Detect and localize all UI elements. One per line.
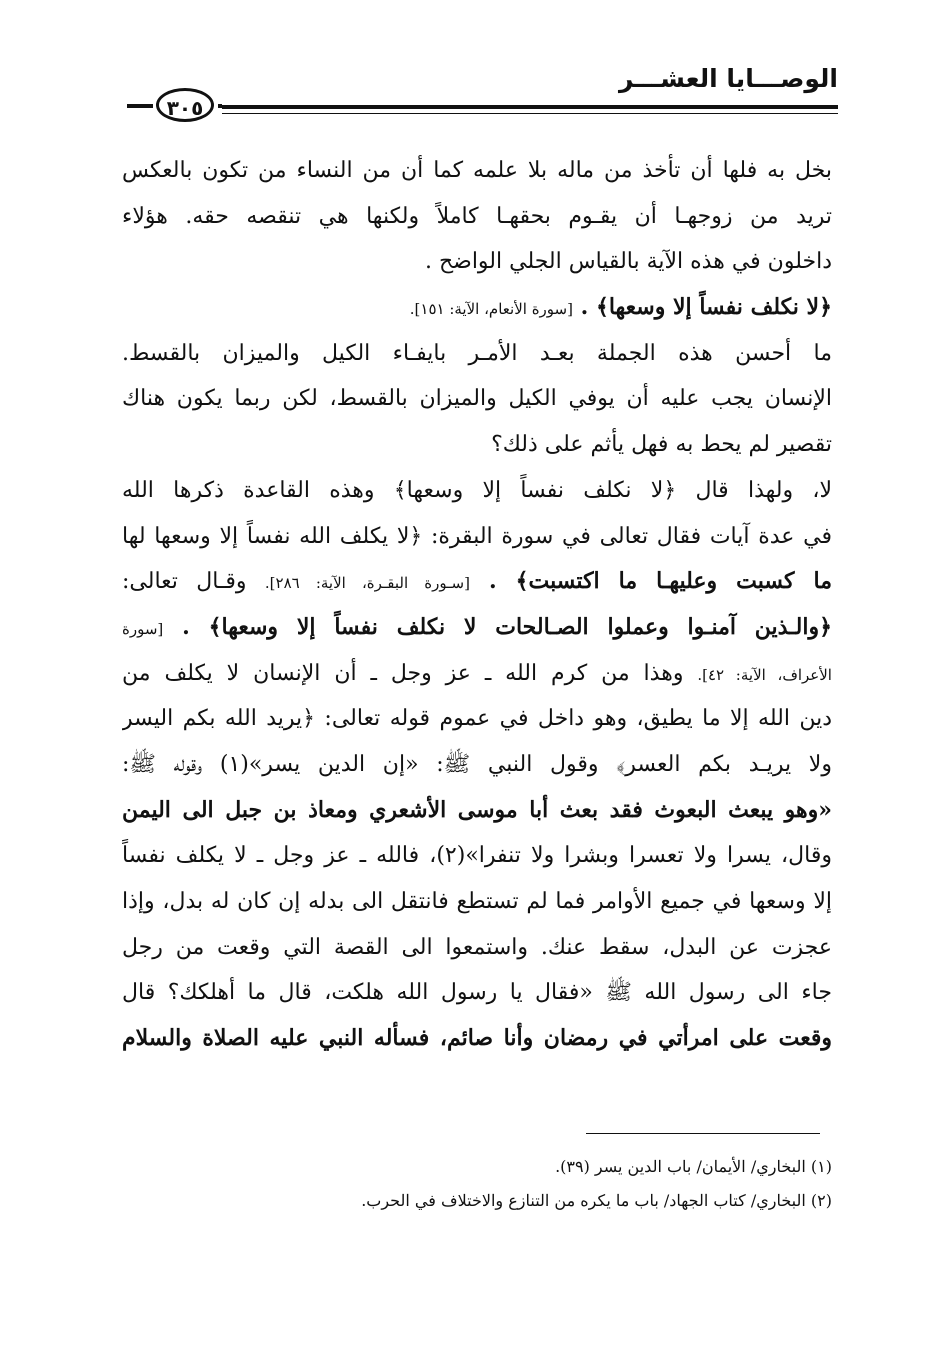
body-line: دين الله إلا ما يطيق، وهو داخل في عموم قوله تعالى: ﴿يريد الله بكم اليسر [122,706,832,732]
quran-verse-line: ﴿لا نكلف نفساً إلا وسعها﴾ . [سورة الأنعام، الآية: ١٥١]. [409,294,832,321]
header-rule [222,105,838,109]
body-line: إلا وسعها في جميع الأوامر فما لم تستطع فانتقل الى بدله إن كان له بدل، وإذا [122,889,832,914]
body-line: الإنسان يجب عليه أن يوفي الكيل والميزان بالقسط، لكن ربما يكون هناك [122,386,832,412]
footnotes [200,1150,832,1218]
header-rule-thin [222,113,838,114]
footnote-2: (٢) البخاري/ كتاب الجهاد/ باب ما يكره من التنازع والاختلاف في الحرب. [361,1191,832,1210]
verse-reference: [سورة الأنعام، الآية: ١٥١]. [409,300,573,319]
footnote-separator [586,1133,820,1134]
verse-reference: الأعراف، الآية: ٤٢]. [697,665,832,684]
verse-reference: [سـورة البقـرة، الآية: ٢٨٦]. [264,574,470,593]
body-line: داخلون في هذه الآية بالقياس الجلي الواضح . [424,249,832,275]
body-line: تقصير لم يحط به فهل يأثم على ذلك؟ [491,432,832,458]
body-line: وقال، يسرا ولا تعسرا وبشرا ولا تنفرا»(٢)، فالله ـ عز وجل ـ لا يكلف نفساً [122,843,832,869]
body-line: الأعراف، الآية: ٤٢]. وهذا من كرم الله ـ عز وجل ـ أن الإنسان لا يكلف من [122,660,832,686]
verse-reference: [سورة [122,619,164,638]
body-line: تريد من زوجهـا أن يقـوم بحقهـا كاملاً ولكنها هي تنقصه حقه. هؤلاء [122,203,832,229]
body-line: لا، ولهذا قال ﴿لا نكلف نفساً إلا وسعها﴾ وهذه القاعدة ذكرها الله [122,477,832,503]
page-number-ornament-right [218,104,222,108]
page-number-ornament-left [127,104,153,108]
body-line: عجزت عن البدل، سقط عنك. واستمعوا الى القصة التي وقعت من رجل [122,934,832,960]
page-number: ٣٠٥ [156,88,214,122]
body-line: ما كسبت وعليهـا ما اكتسبت﴾ . [سـورة البقـرة، الآية: ٢٨٦]. وقـال تعالى: [122,568,832,595]
body-line: ولا يريـد بكم العسر﴾ وقول النبي ﷺ: «إن الدين يسر»(١) وقوله ﷺ: [122,751,832,777]
body-line: ما أحسن هذه الجملة بعـد الأمـر بايفـاء الكيل والميزان بالقسط. [122,340,832,366]
body-line: جاء الى رسول الله ﷺ «فقال يا رسول الله هلكت، قال ما أهلكك؟ قال [122,980,832,1006]
hadith-line: «وهو يبعث البعوث فقد بعث أبا موسى الأشعري ومعاذ بن جبل الى اليمن [122,796,832,823]
quran-verse-line: ﴿والـذين آمنـوا وعملوا الصـالحات لا نكلف نفساً إلا وسعها﴾ . [سورة [122,613,832,640]
footnote-1: (١) البخاري/ الأيمان/ باب الدين يسر (٣٩). [555,1157,832,1176]
body-line: بخل به فلها أن تأخذ من ماله بلا علمه كما أن من النساء من تكون بالعكس [122,158,832,183]
body-text [122,148,832,1062]
running-header-title: الوصـــايا العشـــر [619,64,838,93]
body-line: وقعت على امرأتي في رمضان وأنا صائم، فسأله النبي عليه الصلاة والسلام [122,1025,832,1052]
body-line: في عدة آيات فقال تعالى في سورة البقرة: ﴿لا يكلف الله نفساً إلا وسعها لها [122,523,832,549]
